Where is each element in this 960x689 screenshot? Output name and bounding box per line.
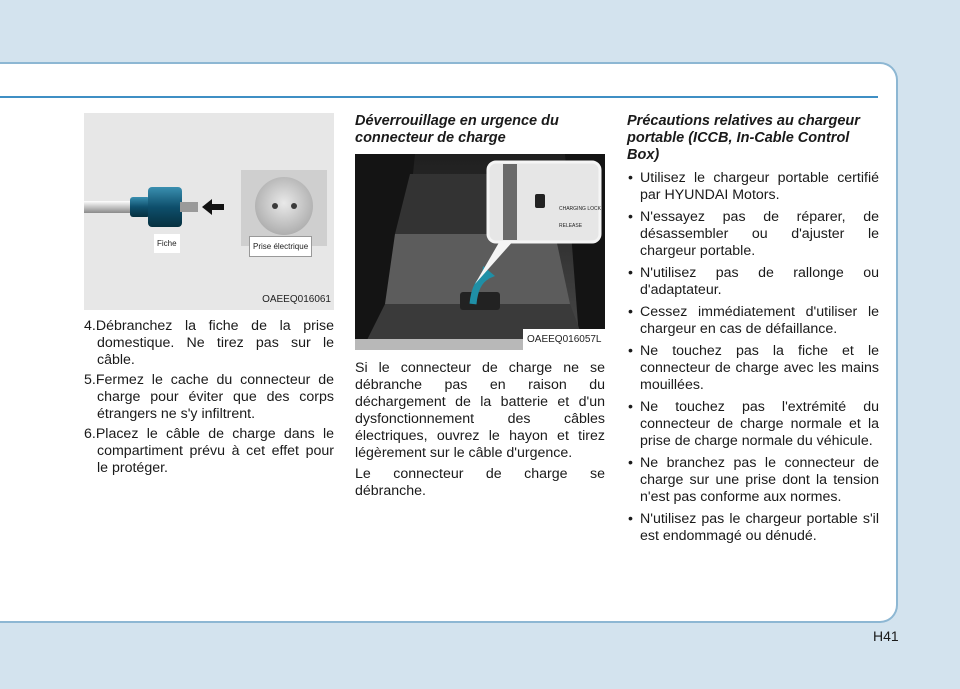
column-1	[84, 113, 334, 480]
plug-illustration	[84, 113, 334, 310]
step-item: 4.Débranchez la fiche de la prise domestique. Ne tirez pas sur le câble.	[84, 318, 334, 368]
body-paragraph: Le connecteur de charge se débranche.	[355, 466, 605, 499]
precaution-list	[627, 170, 879, 545]
list-item: • Ne branchez pas le connecteur de charge sur une prise dont la tension n'est pas conforme aux normes.	[627, 455, 879, 506]
list-item: • Cessez immédiatement d'utiliser le chargeur en cas de défaillance.	[627, 304, 879, 338]
list-item: • Ne touchez pas la fiche et le connecteur de charge avec les mains mouillées.	[627, 343, 879, 394]
column-2	[355, 113, 605, 500]
section-heading: Précautions relatives au chargeur portable (ICCB, In-Cable Control Box)	[627, 113, 860, 163]
step-item: 6.Placez le câble de charge dans le compartiment prévu à cet effet pour le protéger.	[84, 426, 334, 476]
list-item: • N'essayez pas de réparer, de désassembler ou d'ajuster le chargeur portable.	[627, 209, 879, 260]
list-item: • N'utilisez pas le chargeur portable s'il est endommagé ou dénudé.	[627, 511, 879, 545]
plug-label: Fiche	[154, 234, 180, 253]
lock-release-label: CHARGING LOCK RELEASE	[559, 206, 601, 229]
trunk-figure	[355, 154, 605, 350]
plug-figure	[84, 113, 334, 310]
socket-label: Prise électrique	[249, 236, 312, 257]
step-list	[84, 318, 334, 477]
body-paragraph: Si le connecteur de charge ne se débranche pas en raison du déchargement de la batterie et d'un dysfonctionnement des câbles électriques, ouvrez le hayon et tirez légèrement sur le câble d'urgence.	[355, 360, 605, 461]
header-rule	[0, 96, 878, 98]
figure-code: OAEEQ016061	[262, 294, 331, 305]
list-item: • Ne touchez pas l'extrémité du connecteur de charge normale et la prise de charge normale du véhicule.	[627, 399, 879, 450]
section-heading: Déverrouillage en urgence du connecteur de charge	[355, 113, 559, 146]
list-item: • Utilisez le chargeur portable certifié par HYUNDAI Motors.	[627, 170, 879, 204]
list-item: • N'utilisez pas de rallonge ou d'adaptateur.	[627, 265, 879, 299]
trunk-illustration	[355, 154, 605, 350]
page-number: H41	[873, 628, 899, 644]
column-3	[627, 113, 879, 550]
figure-code: OAEEQ016057L	[523, 329, 605, 350]
step-item: 5.Fermez le cache du connecteur de charge pour éviter que des corps étrangers ne s'y infiltrent.	[84, 372, 334, 422]
